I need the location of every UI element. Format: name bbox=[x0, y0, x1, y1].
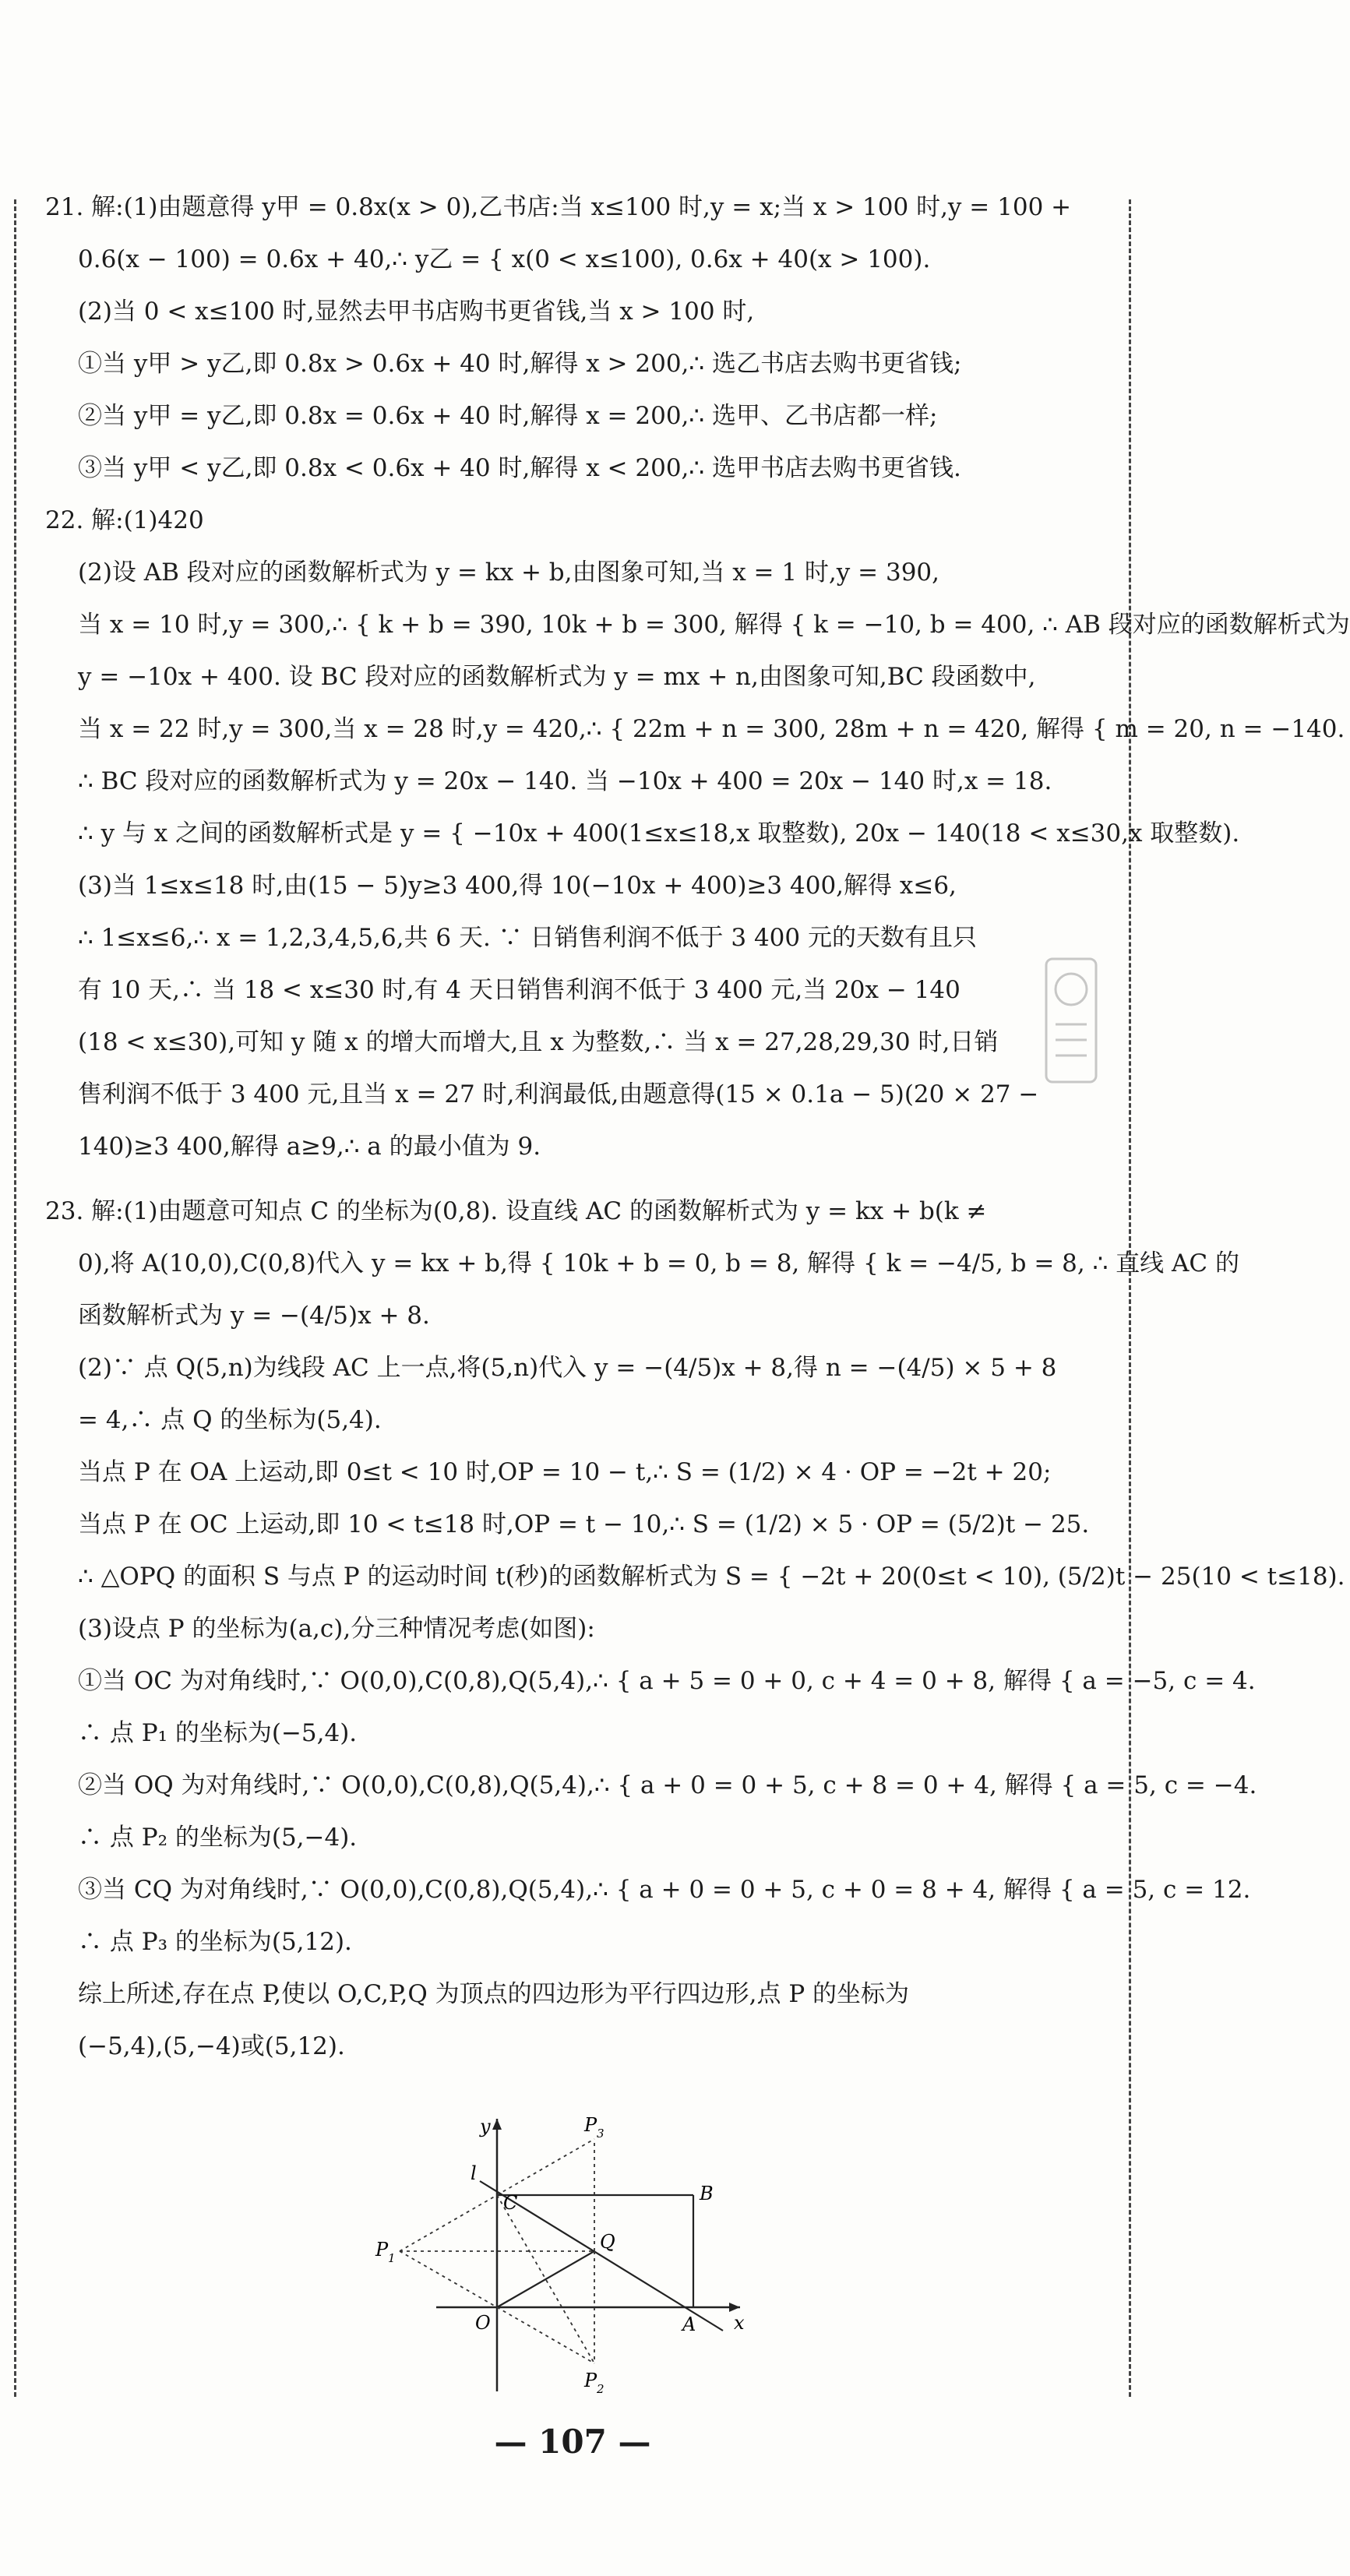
label-P1: P bbox=[375, 2239, 389, 2261]
text-line: ∴ 1≤x≤6,∴ x = 1,2,3,4,5,6,共 6 天. ∵ 日销售利润不低于 3 400 元的天数有且只 bbox=[78, 924, 977, 952]
label-B: B bbox=[700, 2183, 714, 2204]
label-P2-sub: 2 bbox=[597, 2382, 605, 2396]
label-P2: P bbox=[584, 2370, 597, 2391]
label-C: C bbox=[503, 2192, 518, 2214]
y-axis-arrow bbox=[492, 2119, 502, 2130]
text-line: 140)≥3 400,解得 a≥9,∴ a 的最小值为 9. bbox=[78, 1133, 541, 1161]
text-line: ②当 OQ 为对角线时,∵ O(0,0),C(0,8),Q(5,4),∴ { a + 0 = 0 + 5, c + 8 = 0 + 4, 解得 { a = 5, c = −4. bbox=[78, 1771, 1257, 1799]
text-line: ∴ y 与 x 之间的函数解析式是 y = { −10x + 400(1≤x≤18,x 取整数), 20x − 140(18 < x≤30,x 取整数). bbox=[78, 819, 1240, 848]
text-line: (3)设点 P 的坐标为(a,c),分三种情况考虑(如图): bbox=[78, 1615, 595, 1643]
text-line: (3)当 1≤x≤18 时,由(15 − 5)y≥3 400,得 10(−10x + 400)≥3 400,解得 x≤6, bbox=[78, 872, 957, 900]
text-line: 售利润不低于 3 400 元,且当 x = 27 时,利润最低,由题意得(15 × 0.1a − 5)(20 × 27 − bbox=[78, 1080, 1039, 1108]
label-l: l bbox=[471, 2162, 477, 2184]
right-dashed-border bbox=[1129, 199, 1131, 2397]
x-axis-arrow bbox=[729, 2303, 740, 2312]
text-line: 综上所述,存在点 P,使以 O,C,P,Q 为顶点的四边形为平行四边形,点 P 的坐标为 bbox=[78, 1980, 910, 2008]
dashed-P1O bbox=[400, 2251, 497, 2307]
text-line: (2)当 0 < x≤100 时,显然去甲书店购书更省钱,当 x > 100 时, bbox=[78, 298, 755, 326]
text-line: y = −10x + 400. 设 BC 段对应的函数解析式为 y = mx + n,由图象可知,BC 段函数中, bbox=[78, 663, 1036, 691]
text-line: 当 x = 22 时,y = 300,当 x = 28 时,y = 420,∴ { 22m + n = 300, 28m + n = 420, 解得 { m = 20, n = −140. bbox=[78, 715, 1345, 743]
label-P3-sub: 3 bbox=[597, 2127, 605, 2141]
label-P3: P bbox=[584, 2114, 597, 2136]
label-P1-sub: 1 bbox=[388, 2251, 396, 2265]
label-y: y bbox=[480, 2116, 491, 2137]
text-line: ∴ △OPQ 的面积 S 与点 P 的运动时间 t(秒)的函数解析式为 S = { −2t + 20(0≤t < 10), (5/2)t − 25(10 < t≤18). bbox=[78, 1563, 1345, 1591]
dashed-CP3 bbox=[497, 2139, 594, 2195]
label-Q: Q bbox=[600, 2231, 615, 2253]
text-line: ③当 CQ 为对角线时,∵ O(0,0),C(0,8),Q(5,4),∴ { a + 0 = 0 + 5, c + 0 = 8 + 4, 解得 { a = 5, c = 12. bbox=[78, 1876, 1251, 1904]
solution-text bbox=[45, 193, 1350, 2084]
text-line: 23. 解:(1)由题意可知点 C 的坐标为(0,8). 设直线 AC 的函数解析式为 y = kx + b(k ≠ bbox=[45, 1197, 987, 1225]
text-line: ①当 OC 为对角线时,∵ O(0,0),C(0,8),Q(5,4),∴ { a + 5 = 0 + 0, c + 4 = 0 + 8, 解得 { a = −5, c = 4. bbox=[78, 1667, 1256, 1695]
watermark-stamp bbox=[1040, 954, 1102, 1087]
text-line: ∴ 点 P₂ 的坐标为(5,−4). bbox=[78, 1824, 358, 1852]
text-line: 当 x = 10 时,y = 300,∴ { k + b = 390, 10k + b = 300, 解得 { k = −10, b = 400, ∴ AB 段对应的函数解析式为 bbox=[78, 611, 1350, 639]
text-line: ①当 y甲 > y乙,即 0.8x > 0.6x + 40 时,解得 x > 200,∴ 选乙书店去购书更省钱; bbox=[78, 350, 962, 378]
text-line: (2)∵ 点 Q(5,n)为线段 AC 上一点,将(5,n)代入 y = −(4/5)x + 8,得 n = −(4/5) × 5 + 8 bbox=[78, 1354, 1057, 1382]
page-number: — 107 — bbox=[494, 2423, 651, 2461]
text-line: 函数解析式为 y = −(4/5)x + 8. bbox=[78, 1302, 430, 1330]
text-line: 有 10 天,∴ 当 18 < x≤30 时,有 4 天日销售利润不低于 3 400 元,当 20x − 140 bbox=[78, 976, 961, 1004]
label-A: A bbox=[682, 2313, 696, 2335]
text-line: ∴ 点 P₁ 的坐标为(−5,4). bbox=[78, 1719, 358, 1747]
dashed-P1C bbox=[400, 2195, 497, 2251]
text-line: = 4,∴ 点 Q 的坐标为(5,4). bbox=[78, 1406, 382, 1434]
text-line: 当点 P 在 OA 上运动,即 0≤t < 10 时,OP = 10 − t,∴ S = (1/2) × 4 · OP = −2t + 20; bbox=[78, 1458, 1052, 1486]
text-line: 21. 解:(1)由题意得 y甲 = 0.8x(x > 0),乙书店:当 x≤100 时,y = x;当 x > 100 时,y = 100 + bbox=[45, 193, 1072, 221]
text-line: (2)设 AB 段对应的函数解析式为 y = kx + b,由图象可知,当 x = 1 时,y = 390, bbox=[78, 559, 940, 587]
text-line: ∴ 点 P₃ 的坐标为(5,12). bbox=[78, 1928, 352, 1956]
dashed-OP2 bbox=[497, 2307, 594, 2363]
segment-OQ bbox=[497, 2251, 594, 2307]
coordinate-figure bbox=[374, 2103, 763, 2415]
text-line: 22. 解:(1)420 bbox=[45, 506, 204, 534]
text-line: ∴ BC 段对应的函数解析式为 y = 20x − 140. 当 −10x + 400 = 20x − 140 时,x = 18. bbox=[78, 767, 1052, 795]
text-line: 当点 P 在 OC 上运动,即 10 < t≤18 时,OP = t − 10,∴ S = (1/2) × 5 · OP = (5/2)t − 25. bbox=[78, 1510, 1090, 1538]
text-line: 0),将 A(10,0),C(0,8)代入 y = kx + b,得 { 10k + b = 0, b = 8, 解得 { k = −4/5, b = 8, ∴ 直线 AC 的 bbox=[78, 1249, 1239, 1277]
text-line: ③当 y甲 < y乙,即 0.8x < 0.6x + 40 时,解得 x < 200,∴ 选甲书店去购书更省钱. bbox=[78, 454, 961, 482]
label-x: x bbox=[734, 2312, 745, 2334]
text-line: 0.6(x − 100) = 0.6x + 40,∴ y乙 = { x(0 < x≤100), 0.6x + 40(x > 100). bbox=[78, 245, 931, 273]
left-dashed-border bbox=[14, 199, 16, 2397]
text-line: (18 < x≤30),可知 y 随 x 的增大而增大,且 x 为整数,∴ 当 x = 27,28,29,30 时,日销 bbox=[78, 1028, 999, 1056]
label-O: O bbox=[475, 2312, 491, 2334]
text-line: (−5,4),(5,−4)或(5,12). bbox=[78, 2032, 345, 2060]
text-line: ②当 y甲 = y乙,即 0.8x = 0.6x + 40 时,解得 x = 200,∴ 选甲、乙书店都一样; bbox=[78, 402, 938, 430]
